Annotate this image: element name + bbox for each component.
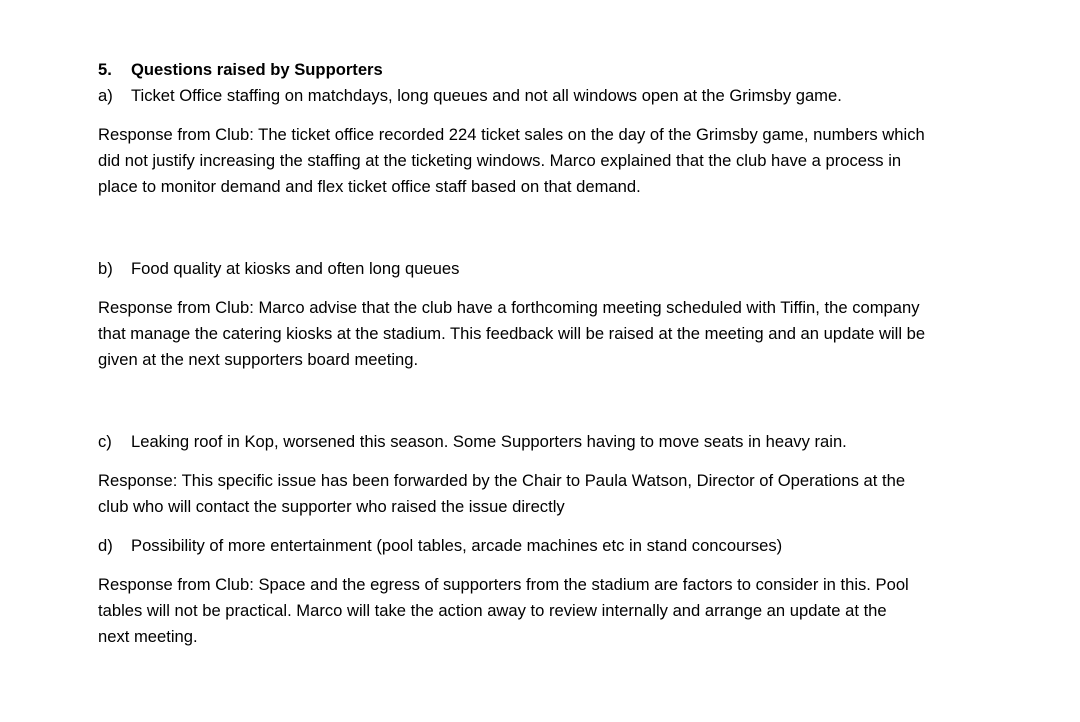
- response-line: place to monitor demand and flex ticket office staff based on that demand.: [98, 177, 641, 196]
- response-line: Response from Club: Marco advise that the club have a forthcoming meeting scheduled with Tiffin, the company: [98, 298, 920, 317]
- question-d: [98, 533, 1028, 559]
- response-a: [98, 122, 1028, 200]
- response-line: Response from Club: The ticket office recorded 224 ticket sales on the day of the Grimsby game, numbers which: [98, 125, 925, 144]
- section-heading: [98, 57, 1028, 83]
- section-title: Questions raised by Supporters: [131, 60, 383, 79]
- question-letter: c): [98, 432, 112, 451]
- response-line: did not justify increasing the staffing at the ticketing windows. Marco explained that the club have a process in: [98, 151, 902, 170]
- response-line: next meeting.: [98, 627, 198, 646]
- question-a: [98, 83, 1028, 109]
- response-line: given at the next supporters board meeting.: [98, 350, 419, 369]
- question-text: Ticket Office staffing on matchdays, long queues and not all windows open at the Grimsby game.: [131, 86, 842, 105]
- response-line: Response from Club: Space and the egress of supporters from the stadium are factors to consider in this. Pool: [98, 575, 909, 594]
- response-c: [98, 468, 1028, 520]
- question-text: Leaking roof in Kop, worsened this season. Some Supporters having to move seats in heavy rain.: [131, 432, 847, 451]
- question-letter: b): [98, 259, 113, 278]
- question-text: Food quality at kiosks and often long queues: [131, 259, 460, 278]
- response-b: [98, 295, 1028, 373]
- section-number: 5.: [98, 60, 112, 79]
- response-line: club who will contact the supporter who raised the issue directly: [98, 497, 565, 516]
- question-text: Possibility of more entertainment (pool tables, arcade machines etc in stand concourses): [131, 536, 783, 555]
- question-b: [98, 256, 1028, 282]
- response-d: [98, 572, 1028, 650]
- question-letter: a): [98, 86, 113, 105]
- document-page: [98, 57, 1028, 650]
- response-line: that manage the catering kiosks at the stadium. This feedback will be raised at the meeting and an update will be: [98, 324, 926, 343]
- response-line: Response: This specific issue has been forwarded by the Chair to Paula Watson, Director of Operations at the: [98, 471, 906, 490]
- response-line: tables will not be practical. Marco will take the action away to review internally and arrange an update at the: [98, 601, 887, 620]
- question-letter: d): [98, 536, 113, 555]
- question-c: [98, 429, 1028, 455]
